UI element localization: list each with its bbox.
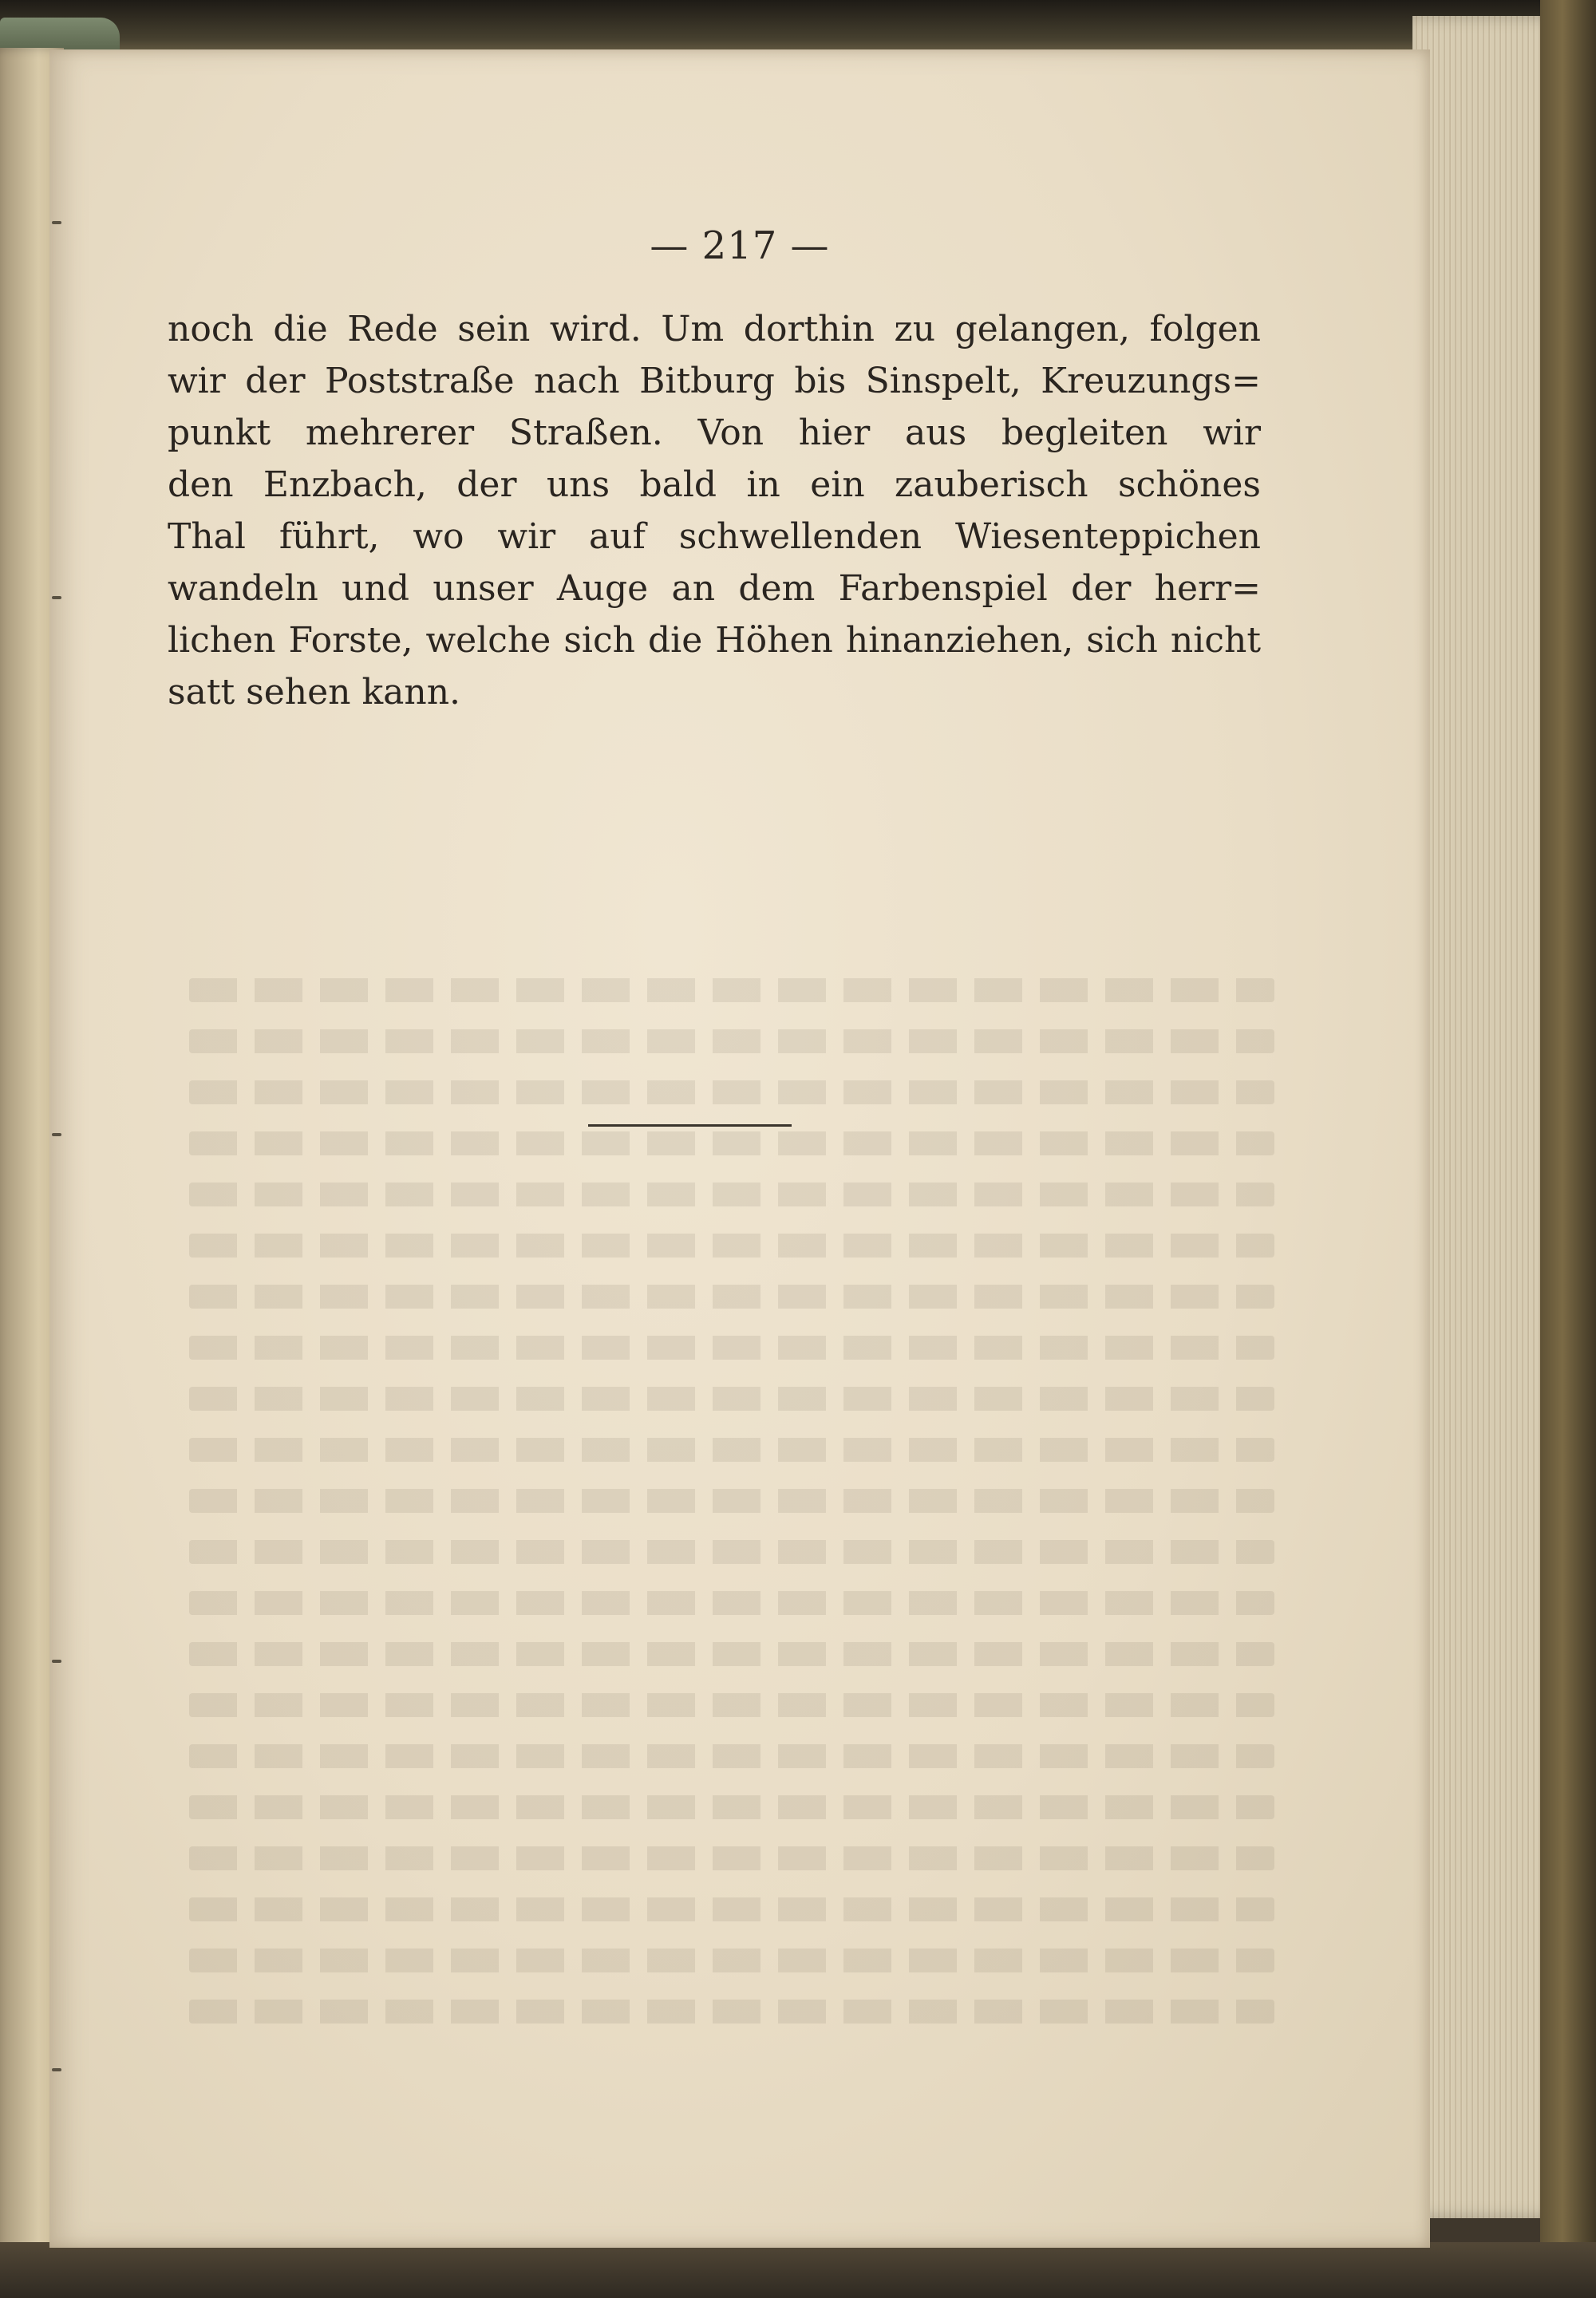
stitch-mark bbox=[52, 1133, 61, 1136]
stitch-mark bbox=[52, 1660, 61, 1663]
bleed-through-line bbox=[189, 1540, 1274, 1564]
book-bottom-shadow bbox=[0, 2242, 1596, 2298]
text-line: wir der Poststraße nach Bitburg bis Sinspelt, Kreuzungs= bbox=[168, 361, 1261, 401]
text-line: lichen Forste, welche sich die Höhen hinanziehen, sich nicht bbox=[168, 620, 1261, 661]
text-line: Thal führt, wo wir auf schwellenden Wiesenteppichen bbox=[168, 516, 1261, 557]
bleed-through-line bbox=[189, 1693, 1274, 1717]
bleed-through-line bbox=[189, 1846, 1274, 1870]
bleed-through-line bbox=[189, 1795, 1274, 1819]
bleed-through-texture bbox=[189, 895, 1274, 2051]
bleed-through-line bbox=[189, 1642, 1274, 1666]
stitch-mark bbox=[52, 596, 61, 599]
bleed-through-line bbox=[189, 978, 1274, 1002]
text-line: satt sehen kann. bbox=[168, 672, 461, 713]
book-page bbox=[49, 49, 1430, 2248]
bleed-through-line bbox=[189, 1438, 1274, 1462]
bleed-through-line bbox=[189, 2000, 1274, 2024]
book-cover-edge bbox=[1540, 0, 1596, 2298]
section-separator-rule bbox=[588, 1124, 792, 1127]
bleed-through-line bbox=[189, 1183, 1274, 1206]
bleed-through-line bbox=[189, 1387, 1274, 1411]
page-number: — 217 — bbox=[650, 223, 830, 268]
bleed-through-line bbox=[189, 1080, 1274, 1104]
bleed-through-line bbox=[189, 1489, 1274, 1513]
bleed-through-heading-shape bbox=[189, 895, 1274, 950]
bleed-through-line bbox=[189, 1285, 1274, 1309]
bleed-through-line bbox=[189, 1029, 1274, 1053]
text-line: den Enzbach, der uns bald in ein zauberisch schönes bbox=[168, 464, 1261, 505]
stitch-mark bbox=[52, 2068, 61, 2071]
book-binding-top bbox=[0, 0, 1596, 56]
body-paragraph bbox=[168, 303, 1261, 718]
bleed-through-line bbox=[189, 1949, 1274, 1972]
text-line: wandeln und unser Auge an dem Farbenspiel der herr= bbox=[168, 568, 1261, 609]
text-line: punkt mehrerer Straßen. Von hier aus begleiten wir bbox=[168, 413, 1261, 453]
bleed-through-line bbox=[189, 1131, 1274, 1155]
bleed-through-line bbox=[189, 1234, 1274, 1258]
bleed-through-line bbox=[189, 1591, 1274, 1615]
bleed-through-line bbox=[189, 1336, 1274, 1360]
bleed-through-line bbox=[189, 1744, 1274, 1768]
bleed-through-line bbox=[189, 1897, 1274, 1921]
text-line: noch die Rede sein wird. Um dorthin zu gelangen, folgen bbox=[168, 309, 1261, 349]
